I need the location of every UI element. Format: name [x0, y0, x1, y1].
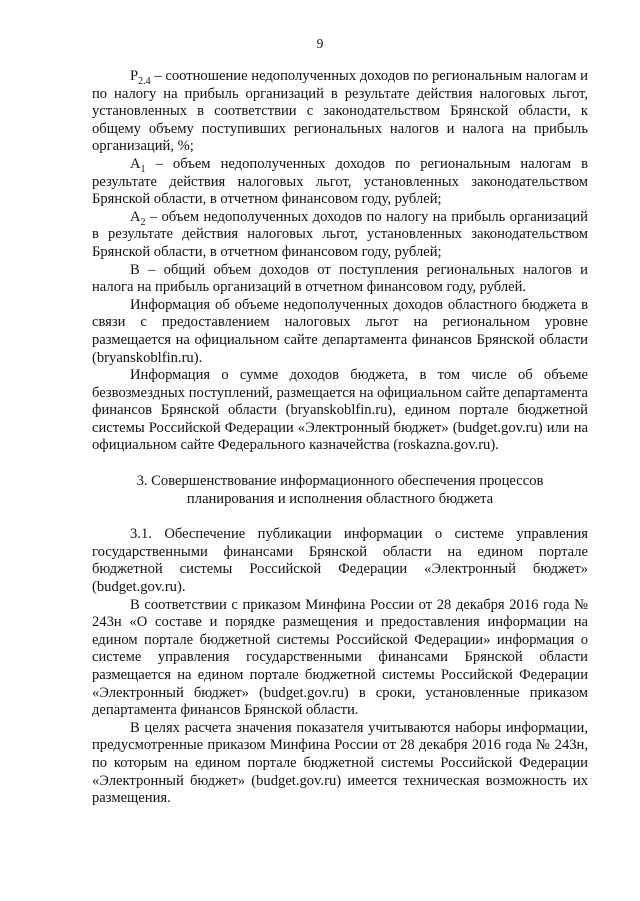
paragraph-a1-definition [92, 156, 588, 209]
page-number: 9 [316, 36, 324, 51]
definition-text: – соотношение недополученных доходов по региональным налогам и по налогу на прибыль организаций в результате действия налоговых льгот, установленных в соответствии с законодательством Брянской области, к общему объему поступивших региональных налогов и налога на прибыль организаций, %; [92, 68, 588, 155]
variable-symbol: P [130, 68, 139, 84]
paragraph-budget-income-info: Информация о сумме доходов бюджета, в том числе об объеме безвозмездных поступлений, размещается на официальном сайте департамента финансов Брянской области (bryanskoblfin.ru), едином портале бюджетной системы Российской Федерации «Электронный бюджет» (budget.gov.ru) или на официальном сайте Федерального казначейства (roskazna.gov.ru). [92, 367, 588, 454]
section-heading: 3. Совершенствование информационного обеспечения процессов планирования и исполнения областного бюджета [136, 473, 544, 507]
paragraph-order-243n: В соответствии с приказом Минфина России от 28 декабря 2016 года № 243н «О составе и порядке размещения и предоставления информации на едином портале бюджетной системы Российской Федерации» информация о системе управления государственными финансами Брянской области размещается на едином портале бюджетной системы Российской Федерации «Электронный бюджет» (budget.gov.ru) в сроки, установленные приказом департамента финансов Брянской области. [92, 596, 588, 719]
variable-subscript: 2.4 [138, 75, 151, 87]
paragraph-calculation: В целях расчета значения показателя учитываются наборы информации, предусмотренные приказом Минфина России от 28 декабря 2016 года № 243н, по которым на едином портале бюджетной системы Российской Федерации «Электронный бюджет» (budget.gov.ru) имеется техническая возможность их размещения. [92, 719, 588, 807]
paragraph-p24-definition [92, 68, 588, 156]
variable-subscript: 1 [140, 163, 146, 175]
paragraph-b-definition: В – общий объем доходов от поступления региональных налогов и налога на прибыль организаций в отчетном финансовом году, рублей. [92, 261, 588, 296]
paragraph-tax-benefit-info: Информация об объеме недополученных доходов областного бюджета в связи с предоставлением налоговых льгот на региональном уровне размещается на официальном сайте департамента финансов Брянской области (bryanskoblfin.ru). [92, 296, 588, 366]
variable-symbol: А [130, 155, 141, 172]
document-body [92, 68, 588, 808]
variable-subscript: 2 [140, 216, 146, 228]
paragraph-a2-definition [92, 209, 588, 262]
definition-text: – объем недополученных доходов по региональным налогам в результате действия налоговых льгот, установленных законодательством Брянской области, в отчетном финансовом году, рублей; [92, 155, 588, 208]
paragraph-section-3-1: 3.1. Обеспечение публикации информации о системе управления государственными финансами Брянской области на едином портале бюджетной системы Российской Федерации «Электронный бюджет» (budget.gov.ru). [92, 526, 588, 596]
definition-text: – объем недополученных доходов по налогу на прибыль организаций в результате действия налоговых льгот, установленных законодательством Брянской области, в отчетном финансовом году, рублей; [92, 208, 588, 260]
variable-symbol: А [130, 208, 141, 225]
